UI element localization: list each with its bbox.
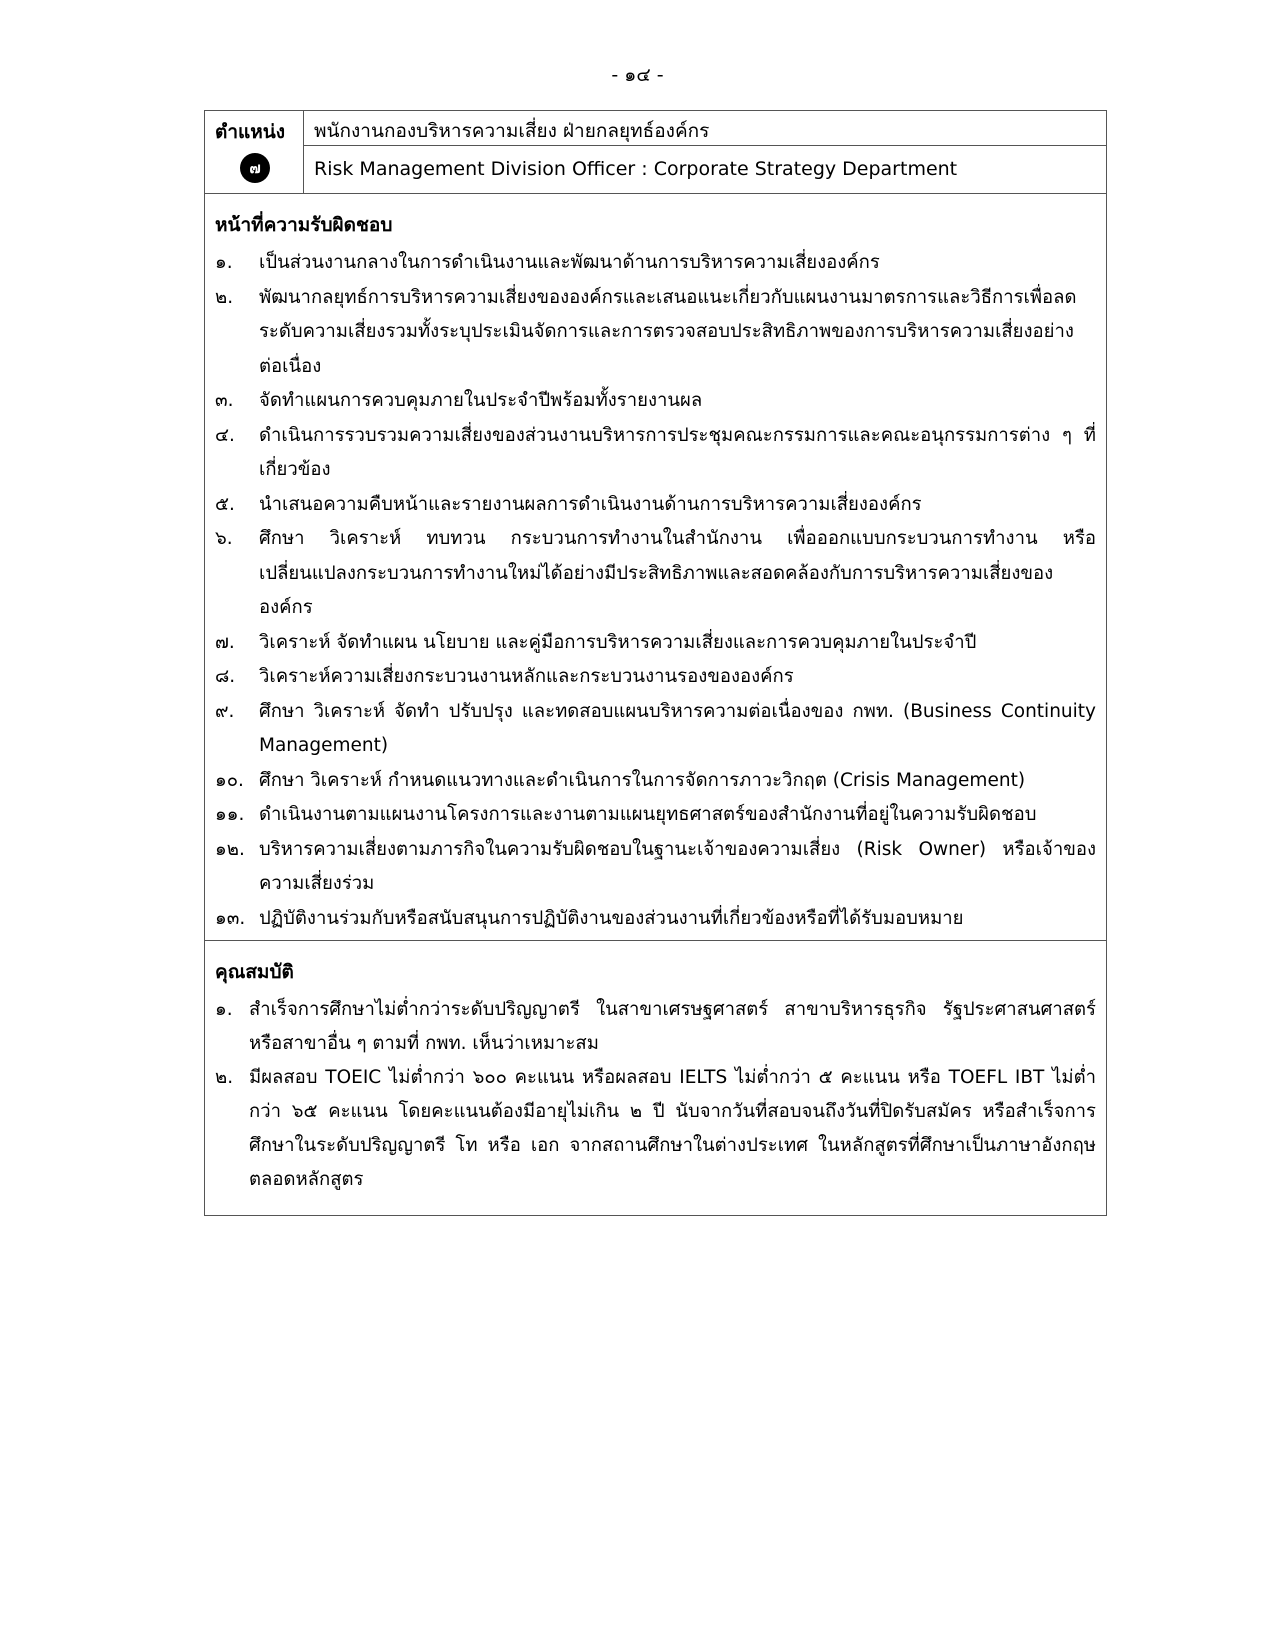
list-item xyxy=(215,384,1096,419)
list-item-text: ศึกษา วิเคราะห์ จัดทำ ปรับปรุง และทดสอบแผนบริหารความต่อเนื่องของ กพท. (Business Continuity Management) xyxy=(259,700,1096,756)
job-description-box xyxy=(204,110,1107,1216)
list-item-text: บริหารความเสี่ยงตามภารกิจในความรับผิดชอบในฐานะเจ้าของความเสี่ยง (Risk Owner) หรือเจ้าของความเสี่ยงร่วม xyxy=(259,838,1096,894)
list-item-number: ๑๓. xyxy=(215,907,246,929)
list-item xyxy=(215,993,1096,1061)
list-item xyxy=(215,833,1096,902)
position-label: ตำแหน่ง xyxy=(215,121,286,143)
list-item xyxy=(215,902,1096,937)
list-item xyxy=(215,764,1096,799)
list-item-number: ๑๐. xyxy=(215,769,244,791)
list-item-text: ปฏิบัติงานร่วมกับหรือสนับสนุนการปฏิบัติงานของส่วนงานที่เกี่ยวข้องหรือที่ได้รับมอบหมาย xyxy=(259,907,964,929)
list-item xyxy=(215,488,1096,523)
position-label-cell xyxy=(205,111,304,193)
list-item-number: ๒. xyxy=(215,286,234,308)
list-item-number: ๔. xyxy=(215,424,235,446)
position-number-badge: ๗ xyxy=(240,153,270,183)
list-item-number: ๖. xyxy=(215,528,233,549)
list-item-number: ๘. xyxy=(215,666,236,687)
list-item-text: ศึกษา วิเคราะห์ กำหนดแนวทางและดำเนินการในการจัดการภาวะวิกฤต (Crisis Management) xyxy=(259,769,1026,791)
list-item-number: ๑. xyxy=(215,252,233,273)
list-item-text: ศึกษา วิเคราะห์ ทบทวน กระบวนการทำงานในสำนักงาน เพื่อออกแบบกระบวนการทำงาน หรือเปลี่ยนแปลงกระบวนการทำงานใหม่ได้อย่างมีประสิทธิภาพและสอดคล้องกับการบริหารความเสี่ยงขององค์กร xyxy=(259,528,1096,618)
position-title-english: Risk Management Division Officer : Corporate Strategy Department xyxy=(314,158,958,180)
list-item-number: ๓. xyxy=(215,390,234,411)
list-item-text: สำเร็จการศึกษาไม่ต่ำกว่าระดับปริญญาตรี ในสาขาเศรษฐศาสตร์ สาขาบริหารธุรกิจ รัฐประศาสนศาสตร์ หรือสาขาอื่น ๆ ตามที่ กพท. เห็นว่าเหมาะสม xyxy=(249,999,1096,1054)
list-item-text: พัฒนากลยุทธ์การบริหารความเสี่ยงขององค์กรและเสนอแนะเกี่ยวกับแผนงานมาตรการและวิธีการเพื่อลดระดับความเสี่ยงรวมทั้งระบุประเมินจัดการและการตรวจสอบประสิทธิภาพของการบริหารความเสี่ยงอย่างต่อเนื่อง xyxy=(259,286,1077,377)
list-item-text: ดำเนินงานตามแผนงานโครงการและงานตามแผนยุทธศาสตร์ของสำนักงานที่อยู่ในความรับผิดชอบ xyxy=(259,804,1037,825)
list-item xyxy=(215,695,1096,764)
responsibilities-section xyxy=(205,194,1106,941)
list-item xyxy=(215,419,1096,488)
list-item xyxy=(215,522,1096,626)
position-title-cell xyxy=(304,111,1106,193)
list-item-number: ๒. xyxy=(215,1067,234,1088)
list-item xyxy=(215,1061,1096,1197)
qualifications-list xyxy=(215,993,1096,1197)
list-item-text: เป็นส่วนงานกลางในการดำเนินงานและพัฒนาด้านการบริหารความเสี่ยงองค์กร xyxy=(259,252,880,273)
list-item-text: ดำเนินการรวบรวมความเสี่ยงของส่วนงานบริหารการประชุมคณะกรรมการและคณะอนุกรรมการต่าง ๆ ที่เกี่ยวข้อง xyxy=(259,424,1096,480)
list-item-number: ๕. xyxy=(215,493,235,515)
responsibilities-list xyxy=(215,246,1096,936)
list-item xyxy=(215,798,1096,833)
list-item-number: ๙. xyxy=(215,700,235,722)
qualifications-title: คุณสมบัติ xyxy=(215,961,294,983)
list-item-number: ๗. xyxy=(215,631,235,653)
position-title-thai: พนักงานกองบริหารความเสี่ยง ฝ่ายกลยุทธ์องค์กร xyxy=(304,111,1106,146)
list-item-text: มีผลสอบ TOEIC ไม่ต่ำกว่า ๖๐๐ คะแนน หรือผลสอบ IELTS ไม่ต่ำกว่า ๕ คะแนน หรือ TOEFL IBT ไม่ต่ำกว่า ๖๕ คะแนน โดยคะแนนต้องมีอายุไม่เกิน ๒ ปี นับจากวันที่สอบจนถึงวันที่ปิดรับสมัคร หรือสำเร็จการศึกษาในระดับปริญญาตรี โท หรือ เอก จากสถานศึกษาในต่างประเทศ ในหลักสูตรที่ศึกษาเป็นภาษาอังกฤษตลอดหลักสูตร xyxy=(249,1067,1096,1190)
list-item-text: วิเคราะห์ จัดทำแผน นโยบาย และคู่มือการบริหารความเสี่ยงและการควบคุมภายในประจำปี xyxy=(259,631,977,653)
list-item xyxy=(215,281,1096,385)
qualifications-section xyxy=(205,941,1106,1197)
list-item-number: ๑๒. xyxy=(215,838,245,860)
page-number: - ๑๔ - xyxy=(611,64,664,86)
position-header xyxy=(205,111,1106,194)
responsibilities-title: หน้าที่ความรับผิดชอบ xyxy=(215,214,393,236)
list-item-text: จัดทำแผนการควบคุมภายในประจำปีพร้อมทั้งรายงานผล xyxy=(259,390,703,411)
list-item xyxy=(215,246,1096,281)
list-item-number: ๑. xyxy=(215,999,233,1020)
list-item-number: ๑๑. xyxy=(215,804,245,825)
list-item-text: วิเคราะห์ความเสี่ยงกระบวนงานหลักและกระบวนงานรองขององค์กร xyxy=(259,666,794,687)
list-item-text: นำเสนอความคืบหน้าและรายงานผลการดำเนินงานด้านการบริหารความเสี่ยงองค์กร xyxy=(259,493,922,515)
list-item xyxy=(215,660,1096,695)
list-item xyxy=(215,626,1096,661)
